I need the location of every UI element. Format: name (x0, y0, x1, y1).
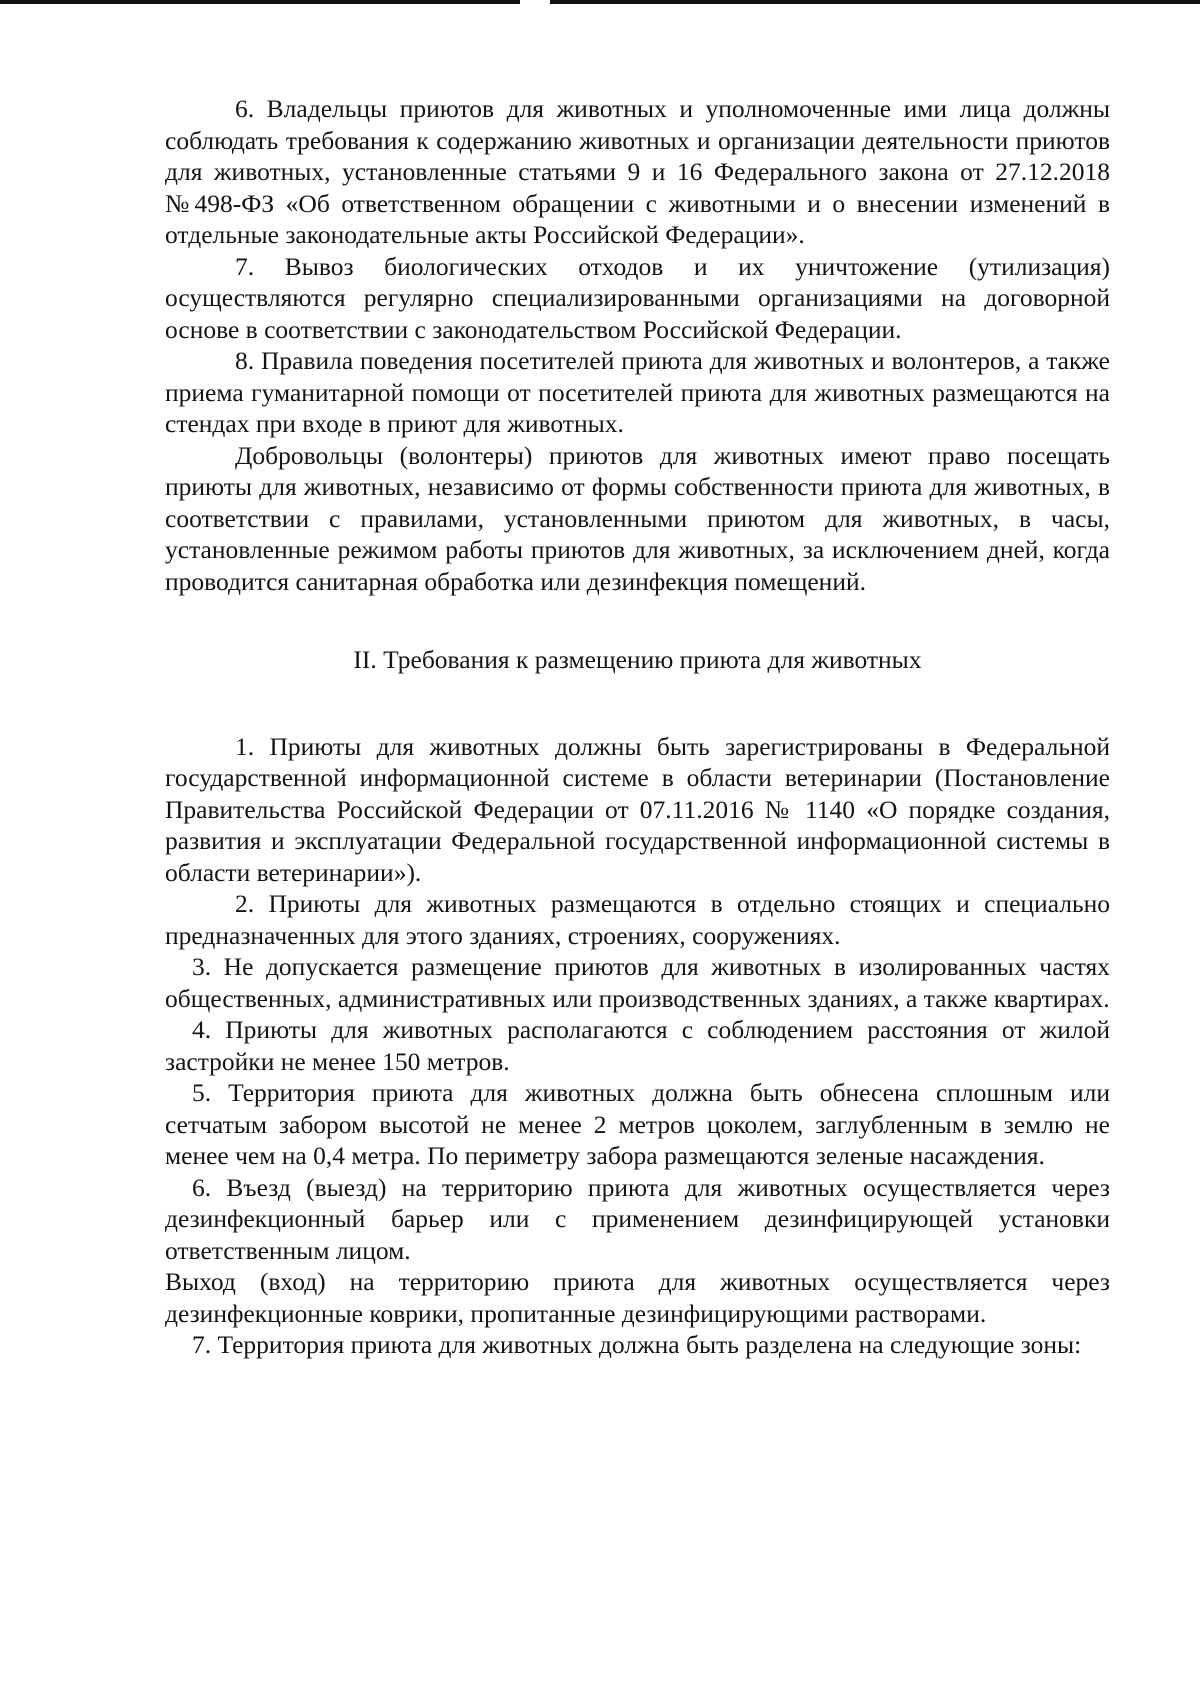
paragraph-volunteers: Добровольцы (волонтеры) приютов для животных имеют право посещать приюты для животных, независимо от формы собственности приюта для животных, в соответствии с правилами, установленными приютом для животных, в часы, установленные режимом работы приютов для животных, за исключением дней, когда проводится санитарная обработка или дезинфекция помещений. (165, 440, 1110, 596)
paragraph-ii-1-registration: 1. Приюты для животных должны быть зарегистрированы в Федеральной государственной информационной системе в области ветеринарии (Постановление Правительства Российской Федерации от 07.11.2016 № 1140 «О порядке создания, развития и эксплуатации Федеральной государственной информационной системы в области ветеринарии»). (165, 731, 1110, 887)
paragraph-ii-2-buildings: 2. Приюты для животных размещаются в отдельно стоящих и специально предназначенных для этого зданиях, строениях, сооружениях. (165, 889, 1110, 950)
paragraph-ii-7-zones: 7. Территория приюта для животных должна быть разделена на следующие зоны: (192, 1330, 1082, 1359)
paragraph-7-biological-waste: 7. Вывоз биологических отходов и их уничтожение (утилизация) осуществляются регулярно специализированными организациями на договорной основе в соответствии с законодательством Российской Федерации. (165, 251, 1110, 344)
paragraph-ii-4-distance: 4. Приюты для животных располагаются с соблюдением расстояния от жилой застройки не менее 150 метров. (165, 1015, 1110, 1076)
paragraph-6-owners-requirements: 6. Владельцы приютов для животных и уполномоченные ими лица должны соблюдать требования к содержанию животных и организации деятельности приютов для животных, установленные статьями 9 и 16 Федерального закона от 27.12.2018 №498-ФЗ «Об ответственном обращении с животными и о внесении изменений в отдельные законодательные акты Российской Федерации». (165, 94, 1110, 249)
paragraph-8-visitor-rules: 8. Правила поведения посетителей приюта для животных и волонтеров, а также приема гуманитарной помощи от посетителей приюта для животных размещаются на стендах при входе в приют для животных. (165, 346, 1110, 438)
document-body (165, 93, 1110, 1361)
section-heading: II. Требования к размещению приюта для животных (353, 645, 922, 674)
paragraph-ii-5-fence: 5. Территория приюта для животных должна быть обнесена сплошным или сетчатым забором высотой не менее 2 метров цоколем, заглубленным в землю не менее чем на 0,4 метра. По периметру забора размещаются зеленые насаждения. (165, 1078, 1110, 1170)
paragraph-ii-3-prohibition: 3. Не допускается размещение приютов для животных в изолированных частях общественных, административных или производственных зданиях, а также квартирах. (165, 952, 1110, 1013)
paragraph-exit-entrance: Выход (вход) на территорию приюта для животных осуществляется через дезинфекционные коврики, пропитанные дезинфицирующими растворами. (165, 1267, 1110, 1328)
top-border-line (0, 0, 1200, 4)
paragraph-ii-6-entry: 6. Въезд (выезд) на территорию приюта для животных осуществляется через дезинфекционный барьер или с применением дезинфицирующей установки ответственным лицом. (165, 1172, 1110, 1265)
